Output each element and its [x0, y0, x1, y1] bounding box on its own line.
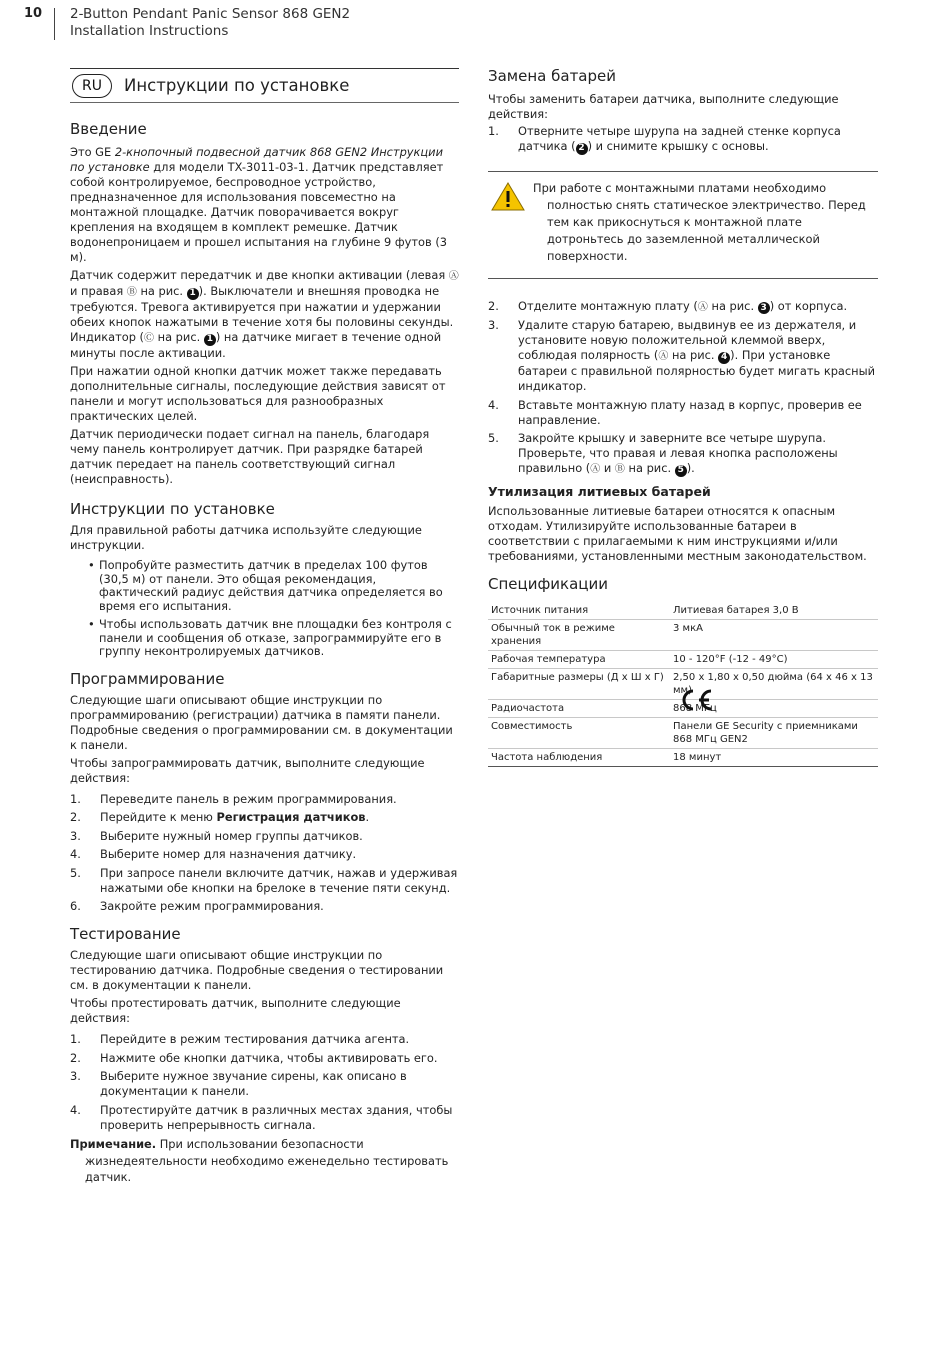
circle-b-icon: Ⓑ — [614, 464, 625, 475]
step-text-a: Отверните четыре шурупа на задней стенке корпуса датчика ( — [518, 124, 841, 153]
step-text-d: ). — [686, 461, 695, 475]
intro-p2-text-a: Датчик содержит передатчик и две кнопки активации (левая — [70, 268, 449, 282]
step-number: 3. — [70, 1069, 81, 1083]
language-bar — [70, 68, 459, 103]
intro-paragraph-1 — [70, 145, 459, 265]
step-text: Перейдите в режим тестирования датчика агента. — [100, 1032, 410, 1046]
intro-p1-italic: 2-кнопочный подвесной датчик 868 GEN2 Инструкции по установке — [70, 145, 443, 174]
install-paragraph: Для правильной работы датчика используйте следующие инструкции. — [70, 523, 422, 552]
step-text — [518, 318, 878, 394]
spec-value: Панели GE Security с приемниками 868 МГц GEN2 — [670, 718, 878, 749]
note-label: Примечание. — [70, 1137, 157, 1151]
step-text-a: Отделите монтажную плату ( — [518, 298, 698, 313]
step-text — [518, 299, 878, 315]
spec-value: Литиевая батарея 3,0 В — [670, 602, 878, 620]
step-text: Выберите нужный номер группы датчиков. — [100, 828, 363, 843]
step-number: 2. — [70, 1050, 81, 1065]
list-item: • Попробуйте разместить датчик в пределах 100 футов (30,5 м) от панели. Это общая рекомендация, фактический радиус действия датчика определяется во время его испытания. — [88, 559, 459, 613]
document-title-line2: Installation Instructions — [70, 23, 229, 39]
step-text-b: . — [365, 810, 370, 824]
step-text-b: ) и снимите крышку с основы. — [587, 139, 769, 153]
step-text: При запросе панели включите датчик, нажав и удерживая нажатыми обе кнопки на брелоке в течение пяти секунд. — [100, 865, 458, 895]
menu-name-bold: Регистрация датчиков — [216, 810, 366, 824]
step-number: 4. — [70, 847, 81, 861]
step-text-c: на рис. — [624, 461, 675, 475]
lithium-paragraph: Использованные литиевые батареи относятся к опасным отходам. Утилизируйте использованные батареи в соответствии с прилагаемыми к ним инструкциями и/или требованиями, установленными местным законодательством. — [488, 504, 867, 563]
figure-1-icon: 1 — [204, 334, 216, 346]
programming-steps — [70, 792, 459, 915]
page-header — [0, 0, 950, 44]
step-text: Нажмите обе кнопки датчика, чтобы активировать его. — [100, 1050, 438, 1065]
install-heading: Инструкции по установке — [70, 500, 275, 518]
circle-a-icon: Ⓐ — [448, 271, 459, 282]
battery-paragraph: Чтобы заменить батареи датчика, выполните следующие действия: — [488, 92, 839, 121]
page-number: 10 — [24, 6, 43, 21]
intro-paragraph-4: Датчик периодически подает сигнал на панель, благодаря чему панель контролирует датчик. При разрядке батарей датчик передает на панель соответствующий сигнал (неисправность). — [70, 427, 430, 486]
step-text — [100, 810, 459, 825]
warning-text: При работе с монтажными платами необходимо полностью снять статическое электричество. Перед тем как прикоснуться к монтажной плате дотроньтесь до заземленной металлической поверхности. — [533, 180, 866, 263]
step-text-b: на рис. — [707, 298, 758, 313]
list-item — [70, 810, 459, 825]
intro-p2-text-c: на рис. — [136, 284, 187, 298]
circle-a-icon: Ⓐ — [697, 301, 708, 313]
specs-heading: Спецификации — [488, 575, 608, 593]
step-text-a: Перейдите к меню — [100, 810, 217, 824]
list-item — [70, 1032, 459, 1047]
testing-heading: Тестирование — [70, 925, 181, 943]
language-section-title: Инструкции по установке — [124, 76, 350, 95]
spec-value: 18 минут — [670, 749, 878, 767]
table-row — [488, 602, 878, 620]
testing-paragraph-2: Чтобы протестировать датчик, выполните следующие действия: — [70, 996, 401, 1025]
circle-c-icon: Ⓒ — [144, 333, 155, 344]
step-number: 2. — [70, 810, 81, 824]
list-item — [488, 299, 878, 315]
lithium-heading: Утилизация литиевых батарей — [488, 484, 711, 499]
testing-paragraph-1: Следующие шаги описывают общие инструкции по тестированию датчика. Подробные сведения о тестировании см. в документации к панели. — [70, 948, 444, 992]
step-text: Выберите нужное звучание сирены, как описано в документации к панели. — [100, 1069, 407, 1098]
step-text-a: Удалите старую батарею, выдвинув ее из держателя, и установите новую положительной клеммой вверх, соблюдая полярность ( — [518, 318, 857, 362]
list-item — [70, 792, 459, 807]
list-item — [70, 1103, 459, 1133]
programming-paragraph-2: Чтобы запрограммировать датчик, выполните следующие действия: — [70, 755, 425, 785]
step-number: 1. — [488, 124, 499, 138]
header-divider — [54, 8, 55, 40]
spec-value: 2,50 x 1,80 x 0,50 дюйма (64 x 46 x 13 мм) — [670, 669, 878, 700]
circle-b-icon: Ⓑ — [126, 287, 137, 298]
intro-heading: Введение — [70, 120, 147, 138]
figure-2-icon: 2 — [576, 143, 588, 155]
testing-note — [70, 1136, 459, 1186]
step-text — [518, 431, 878, 477]
left-column — [70, 68, 459, 1186]
spec-key: Габаритные размеры (Д x Ш x Г) — [488, 669, 670, 700]
step-text-b: на рис. — [668, 348, 719, 362]
note-text: При использовании безопасности жизнедеятельности необходимо еженедельно тестировать датчик. — [85, 1137, 449, 1184]
list-item — [488, 124, 878, 155]
battery-steps-part2 — [488, 299, 878, 478]
testing-steps — [70, 1032, 459, 1133]
spec-value: 10 - 120°F (-12 - 49°C) — [670, 651, 878, 669]
warning-box — [488, 171, 878, 279]
list-item — [70, 899, 459, 914]
figure-4-icon: 4 — [718, 352, 730, 364]
table-row — [488, 718, 878, 749]
intro-p2-text-d: ). Выключатели и внешняя проводка не требуются. Тревога активируется при нажатии и удержании обеих кнопок нажатыми в течение хотя бы половины секунды. Индикатор ( — [70, 284, 454, 344]
table-row — [488, 620, 878, 651]
table-row — [488, 749, 878, 767]
step-text — [518, 124, 878, 155]
step-number: 3. — [488, 318, 499, 332]
step-text-c: ) от корпуса. — [769, 298, 848, 313]
warning-icon — [491, 182, 525, 211]
specs-table — [488, 602, 878, 767]
programming-paragraph-1: Следующие шаги описывают общие инструкции по программированию (регистрации) датчика в памяти панели. Подробные сведения о программировании см. в документации к панели. — [70, 692, 453, 752]
list-item — [70, 829, 459, 844]
language-badge: RU — [72, 74, 112, 98]
spec-key: Совместимость — [488, 718, 670, 749]
intro-p1-text-a: Это GE — [70, 145, 115, 159]
battery-steps-part1 — [488, 124, 878, 155]
step-number: 5. — [488, 431, 499, 445]
intro-paragraph-3: При нажатии одной кнопки датчик может также передавать дополнительные сигналы, последующие действия зависят от панели и могут использоваться для разнообразных практических целей. — [70, 364, 446, 423]
right-column — [488, 66, 878, 767]
step-text-b: и — [600, 461, 615, 475]
step-text: Переведите панель в режим программирования. — [100, 791, 397, 806]
list-item — [488, 318, 878, 394]
step-number: 1. — [70, 1032, 81, 1046]
ce-mark-icon — [677, 688, 713, 712]
intro-p1-text-b: для модели TX-3011-03-1. Датчик представляет собой контролируемое, беспроводное устройство, предназначенное для использования повсеместно на монтажной площадке. Датчик поворачивается вокруг крепления на входящем в комплект ремешке. Датчик водонепроницаем и прошел испытания на глубине 9 футов (3 м). — [70, 160, 448, 264]
document-title — [70, 6, 350, 40]
intro-p2-text-b: и правая — [70, 284, 127, 298]
list-item — [70, 847, 459, 862]
spec-key: Частота наблюдения — [488, 749, 670, 767]
circle-a-icon: Ⓐ — [658, 351, 669, 362]
step-number: 5. — [70, 865, 81, 880]
step-number: 4. — [488, 397, 499, 412]
battery-heading: Замена батарей — [488, 67, 616, 85]
spec-key: Источник питания — [488, 602, 670, 620]
step-number: 1. — [70, 791, 81, 806]
list-item — [70, 1051, 459, 1066]
intro-p2-text-f: ) на датчике мигает в течение одной минуты после активации. — [70, 330, 442, 360]
list-item — [70, 1069, 459, 1099]
step-text: Закройте режим программирования. — [100, 899, 324, 913]
list-item: • Чтобы использовать датчик вне площадки без контроля с панели и сообщения об отказе, запрограммируйте его в группу неконтролируемых датчиков. — [88, 618, 459, 659]
circle-a-icon: Ⓐ — [590, 464, 601, 475]
step-text-c: ). При установке батареи с правильной полярностью будет мигать красный индикатор. — [518, 348, 876, 393]
step-text: Протестируйте датчик в различных местах здания, чтобы проверить непрерывность сигнала. — [100, 1102, 453, 1132]
intro-p2-text-e: на рис. — [154, 330, 204, 344]
list-item — [488, 431, 878, 477]
list-item — [488, 398, 878, 428]
step-number: 6. — [70, 899, 81, 913]
step-text-a: Закройте крышку и заверните все четыре шурупа. Проверьте, что правая и левая кнопка расположены правильно ( — [518, 431, 838, 475]
figure-3-icon: 3 — [758, 302, 770, 314]
programming-heading: Программирование — [70, 669, 225, 688]
spec-key: Рабочая температура — [488, 651, 670, 669]
figure-5-icon: 5 — [675, 465, 687, 477]
table-row — [488, 651, 878, 669]
spec-value: 868 МГц — [670, 700, 878, 718]
intro-paragraph-2 — [70, 268, 459, 361]
spec-value: 3 мкА — [670, 620, 878, 651]
figure-1-icon: 1 — [187, 288, 199, 300]
step-number: 3. — [70, 828, 81, 843]
spec-key: Радиочастота — [488, 700, 670, 718]
step-text: Вставьте монтажную плату назад в корпус, проверив ее направление. — [518, 397, 862, 427]
document-title-line1: 2-Button Pendant Panic Sensor 868 GEN2 — [70, 6, 351, 22]
install-bullet-list — [70, 559, 459, 659]
step-text: Выберите номер для назначения датчику. — [100, 847, 357, 861]
step-number: 4. — [70, 1102, 81, 1117]
list-item — [70, 866, 459, 896]
step-number: 2. — [488, 298, 499, 313]
spec-key: Обычный ток в режиме хранения — [488, 620, 670, 651]
